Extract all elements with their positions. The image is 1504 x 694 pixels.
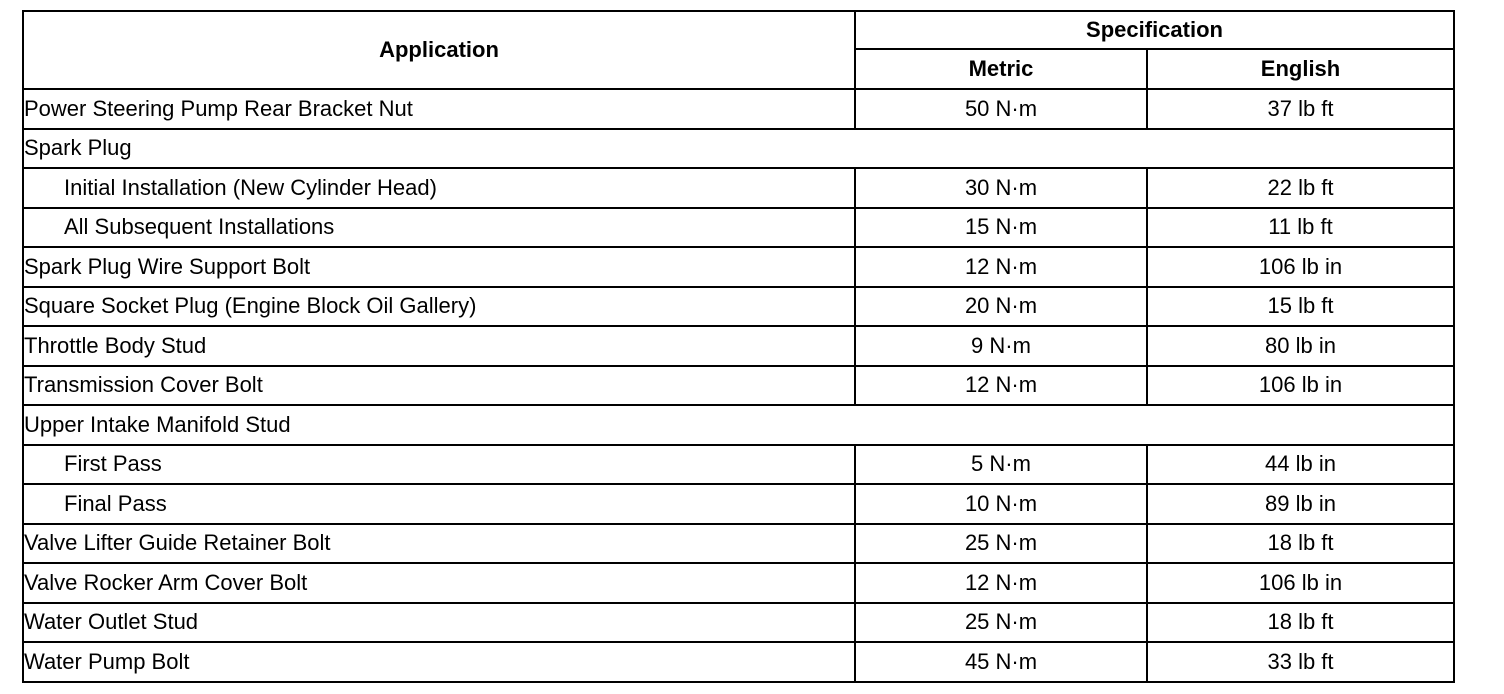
table-row: [23, 603, 1454, 643]
table-row: [23, 208, 1454, 248]
table-header: [23, 11, 1454, 89]
table-row: [23, 445, 1454, 485]
cell-metric: 5 N·m: [855, 445, 1147, 485]
cell-metric: 12 N·m: [855, 563, 1147, 603]
table-row: [23, 168, 1454, 208]
cell-metric: 25 N·m: [855, 524, 1147, 564]
cell-metric: 9 N·m: [855, 326, 1147, 366]
cell-metric: 15 N·m: [855, 208, 1147, 248]
cell-application: Spark Plug: [23, 129, 1454, 169]
cell-english: 106 lb in: [1147, 247, 1454, 287]
cell-english: 18 lb ft: [1147, 524, 1454, 564]
table-group-row: [23, 405, 1454, 445]
cell-application: Valve Rocker Arm Cover Bolt: [23, 563, 855, 603]
cell-english: 80 lb in: [1147, 326, 1454, 366]
header-row-top: [23, 11, 1454, 49]
cell-application: Power Steering Pump Rear Bracket Nut: [23, 89, 855, 129]
cell-metric: 50 N·m: [855, 89, 1147, 129]
cell-application: Throttle Body Stud: [23, 326, 855, 366]
cell-metric: 12 N·m: [855, 366, 1147, 406]
cell-application: Initial Installation (New Cylinder Head): [23, 168, 855, 208]
cell-english: 89 lb in: [1147, 484, 1454, 524]
cell-application: Final Pass: [23, 484, 855, 524]
column-header-application: Application: [23, 11, 855, 89]
cell-application: Water Pump Bolt: [23, 642, 855, 682]
table-row: [23, 484, 1454, 524]
cell-application: Transmission Cover Bolt: [23, 366, 855, 406]
cell-application: All Subsequent Installations: [23, 208, 855, 248]
cell-application: First Pass: [23, 445, 855, 485]
table-row: [23, 524, 1454, 564]
cell-metric: 30 N·m: [855, 168, 1147, 208]
table-row: [23, 366, 1454, 406]
cell-english: 44 lb in: [1147, 445, 1454, 485]
cell-application: Upper Intake Manifold Stud: [23, 405, 1454, 445]
table-body: [23, 89, 1454, 682]
cell-metric: 12 N·m: [855, 247, 1147, 287]
cell-english: 18 lb ft: [1147, 603, 1454, 643]
cell-metric: 20 N·m: [855, 287, 1147, 327]
table-row: [23, 89, 1454, 129]
cell-application: Water Outlet Stud: [23, 603, 855, 643]
cell-english: 33 lb ft: [1147, 642, 1454, 682]
table-row: [23, 247, 1454, 287]
cell-metric: 10 N·m: [855, 484, 1147, 524]
cell-application: Square Socket Plug (Engine Block Oil Gallery): [23, 287, 855, 327]
cell-application: Valve Lifter Guide Retainer Bolt: [23, 524, 855, 564]
table-group-row: [23, 129, 1454, 169]
table-row: [23, 287, 1454, 327]
cell-metric: 45 N·m: [855, 642, 1147, 682]
cell-english: 15 lb ft: [1147, 287, 1454, 327]
cell-english: 22 lb ft: [1147, 168, 1454, 208]
cell-metric: 25 N·m: [855, 603, 1147, 643]
cell-english: 37 lb ft: [1147, 89, 1454, 129]
column-header-english: English: [1147, 49, 1454, 89]
torque-spec-table: [22, 10, 1455, 683]
column-header-metric: Metric: [855, 49, 1147, 89]
cell-english: 106 lb in: [1147, 366, 1454, 406]
column-header-specification: Specification: [855, 11, 1454, 49]
cell-english: 106 lb in: [1147, 563, 1454, 603]
cell-english: 11 lb ft: [1147, 208, 1454, 248]
table-row: [23, 642, 1454, 682]
table-row: [23, 563, 1454, 603]
table-row: [23, 326, 1454, 366]
cell-application: Spark Plug Wire Support Bolt: [23, 247, 855, 287]
